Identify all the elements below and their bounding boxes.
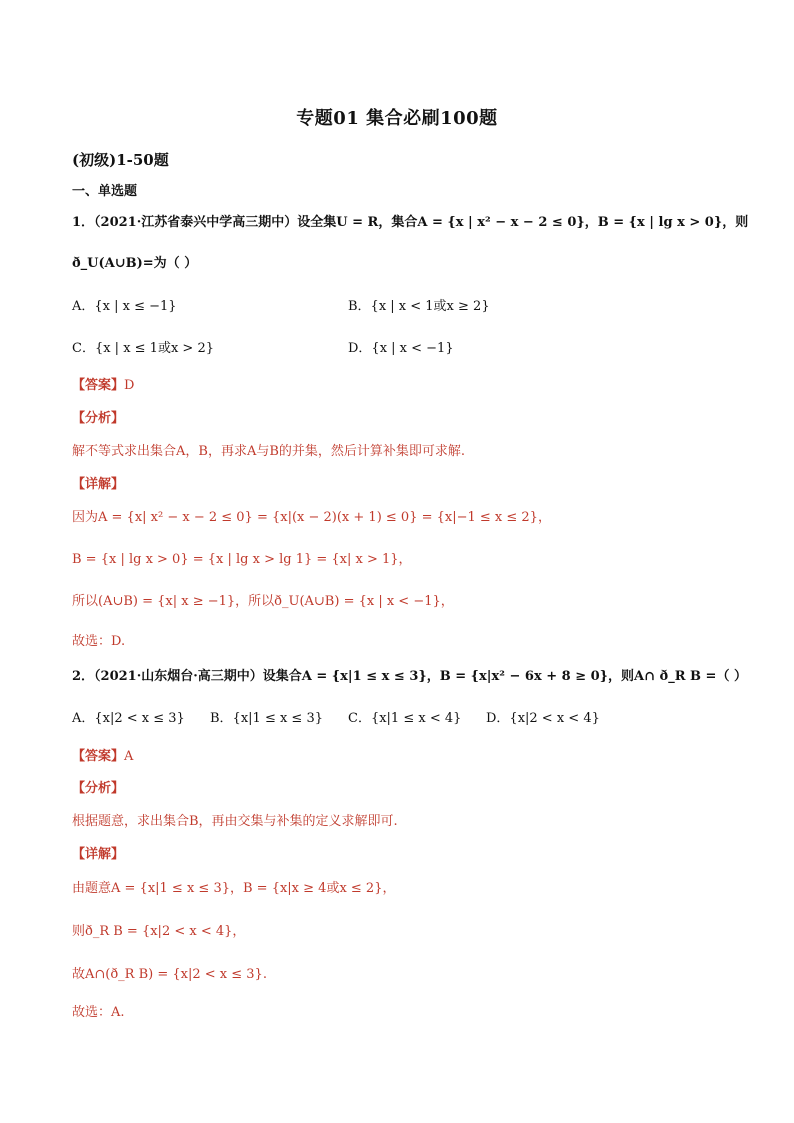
q1-detail-line3: 所以(A∪B) = {x| x ≥ −1}，所以ð_U(A∪B) = {x | x < −1}， [72, 594, 454, 609]
q2-option-b: B．{x|1 ≤ x ≤ 3} [210, 711, 323, 726]
q2-detail-line2: 则ð_R B = {x|2 < x < 4}， [72, 924, 246, 939]
q1-detail-tag: 【详解】 [72, 477, 125, 492]
q2-option-c: C．{x|1 ≤ x < 4} [348, 711, 462, 726]
q2-analysis-tag: 【分析】 [72, 781, 125, 796]
answer-tag: 【答案】 [72, 378, 125, 393]
q2-option-a: A．{x|2 < x ≤ 3} [72, 711, 185, 726]
q2-option-d: D．{x|2 < x < 4} [486, 711, 600, 726]
answer-value: A [124, 749, 134, 764]
q1-option-d: D．{x | x < −1} [348, 341, 454, 356]
subtitle: (初级)1-50题 [72, 151, 169, 169]
q1-detail-line1: 因为A = {x| x² − x − 2 ≤ 0} = {x|(x − 2)(x + 1) ≤ 0} = {x|−1 ≤ x ≤ 2}， [72, 510, 551, 525]
q1-analysis-text: 解不等式求出集合A，B，再求A与B的并集，然后计算补集即可求解. [72, 444, 466, 459]
q2-stem: 2．（2021·山东烟台·高三期中）设集合A = {x|1 ≤ x ≤ 3}，B = {x|x² − 6x + 8 ≥ 0}，则A∩ ð_R B =（ ） [72, 669, 747, 684]
q2-detail-line3: 故A∩(ð_R B) = {x|2 < x ≤ 3}. [72, 967, 267, 982]
q2-detail-line4: 故选：A. [72, 1005, 125, 1020]
q1-answer [72, 376, 134, 396]
q2-detail-line1: 由题意A = {x|1 ≤ x ≤ 3}，B = {x|x ≥ 4或x ≤ 2}， [72, 881, 396, 896]
q1-stem-line1: 1．（2021·江苏省泰兴中学高三期中）设全集U = R，集合A = {x | x² − x − 2 ≤ 0}，B = {x | lg x > 0}，则 [72, 215, 749, 230]
answer-tag: 【答案】 [72, 749, 125, 764]
q2-detail-tag: 【详解】 [72, 847, 125, 862]
q1-detail-line4: 故选：D. [72, 634, 126, 649]
q2-analysis-text: 根据题意，求出集合B，再由交集与补集的定义求解即可. [72, 814, 398, 829]
answer-value: D [124, 378, 135, 393]
q1-stem-line2: ð_U(A∪B)=为（ ） [72, 256, 198, 271]
q1-option-b: B．{x | x < 1或x ≥ 2} [348, 299, 490, 314]
q2-answer [72, 747, 133, 767]
q1-option-a: A．{x | x ≤ −1} [72, 299, 177, 314]
q1-analysis-tag: 【分析】 [72, 411, 125, 426]
q1-detail-line2: B = {x | lg x > 0} = {x | lg x > lg 1} = {x| x > 1}， [72, 552, 412, 567]
page-title: 专题01 集合必刷100题 [296, 108, 498, 129]
section-heading: 一、单选题 [72, 184, 138, 199]
q1-option-c: C．{x | x ≤ 1或x > 2} [72, 341, 214, 356]
